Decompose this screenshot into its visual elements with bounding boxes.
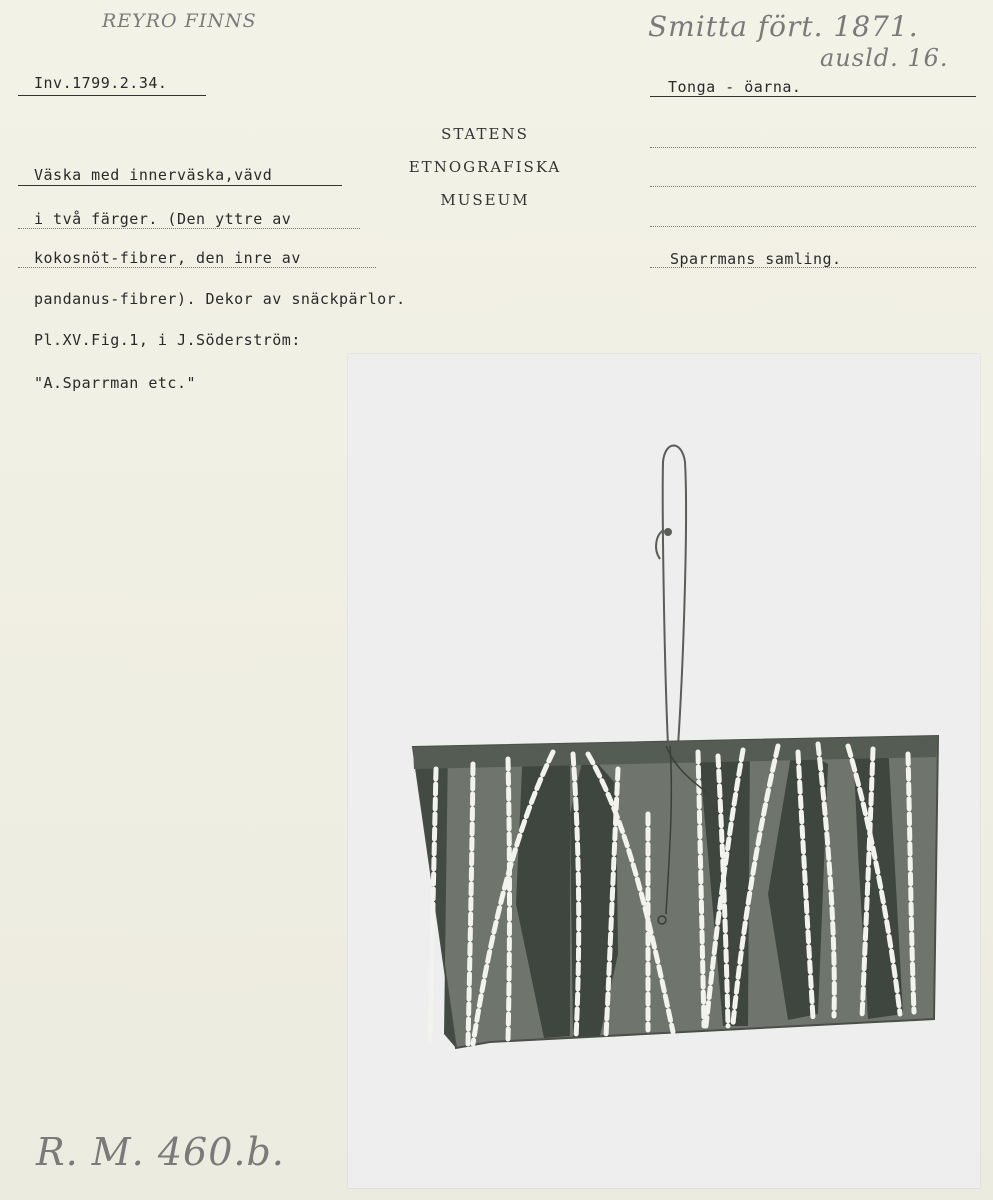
- top-right-handwriting-line1: Smitta fört. 1871.: [648, 10, 919, 43]
- description-line-1-rule: [18, 185, 342, 186]
- right-dotted-line-3: [650, 226, 976, 227]
- location: Tonga - öarna.: [668, 78, 802, 96]
- museum-name-line2: ETNOGRAFISKA: [408, 158, 562, 176]
- description-line-5: Pl.XV.Fig.1, i J.Söderström:: [34, 331, 301, 349]
- bottom-handwriting: R. M. 460.b.: [36, 1130, 285, 1174]
- artifact-photo: [348, 354, 980, 1188]
- inventory-number: Inv.1799.2.34.: [34, 74, 168, 92]
- inventory-rule: [18, 95, 206, 96]
- description-line-6: "A.Sparrman etc.": [34, 374, 197, 392]
- description-line-3-dots: [18, 267, 376, 268]
- location-rule: [650, 96, 976, 97]
- top-left-handwriting: REYRO FINNS: [102, 10, 257, 32]
- right-dotted-line-2: [650, 186, 976, 187]
- woven-bag-image: [348, 354, 980, 1188]
- description-line-1: Väska med innerväska,vävd: [34, 166, 273, 184]
- museum-name-line3: MUSEUM: [440, 191, 530, 209]
- right-dotted-line-1: [650, 147, 976, 148]
- collection-dots: [650, 267, 976, 268]
- museum-name: [395, 118, 575, 217]
- description-line-2: i två färger. (Den yttre av: [34, 210, 292, 228]
- description-line-2-dots: [18, 228, 360, 229]
- description-line-4: pandanus-fibrer). Dekor av snäckpärlor.: [34, 290, 406, 308]
- top-right-handwriting-line2: ausld. 16.: [820, 44, 949, 72]
- collection: Sparrmans samling.: [670, 250, 842, 268]
- museum-name-line1: STATENS: [441, 125, 529, 143]
- description-line-3: kokosnöt-fibrer, den inre av: [34, 249, 301, 267]
